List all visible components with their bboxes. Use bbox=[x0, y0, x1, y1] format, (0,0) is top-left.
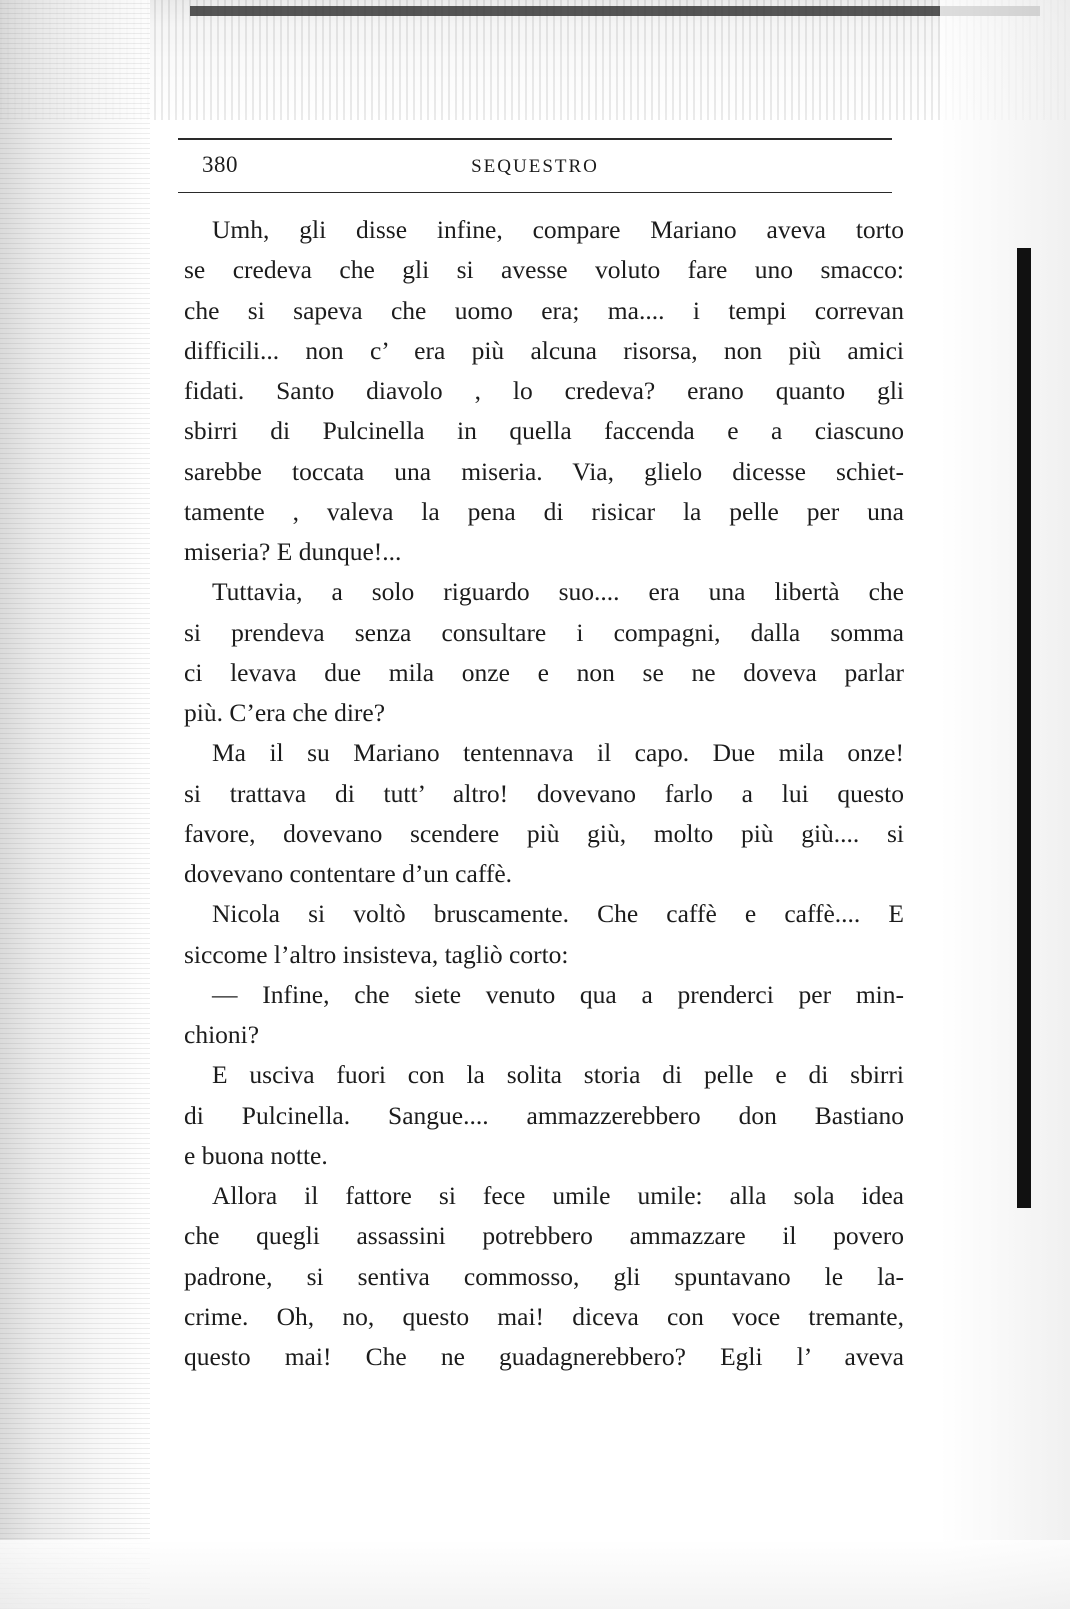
running-title: SEQUESTRO bbox=[471, 156, 599, 177]
text-line: padrone, si sentiva commosso, gli spuntavano le la- bbox=[184, 1261, 904, 1291]
text-line: Tuttavia, a solo riguardo suo.... era una libertà che bbox=[212, 577, 904, 607]
text-line: più. C’era che dire? bbox=[184, 698, 386, 727]
text-line: E usciva fuori con la solita storia di pelle e di sbirri bbox=[212, 1060, 904, 1090]
text-line: si prendeva senza consultare i compagni, dalla somma bbox=[184, 617, 904, 647]
text-line: sarebbe toccata una miseria. Via, glielo dicesse schiet- bbox=[184, 456, 904, 486]
text-line: crime. Oh, no, questo mai! diceva con voce tremante, bbox=[184, 1301, 904, 1331]
page-header bbox=[178, 138, 892, 193]
scan-shadow-top bbox=[0, 0, 1070, 120]
text-line: siccome l’altro insisteva, tagliò corto: bbox=[184, 939, 569, 969]
text-line: ci levava due mila onze e non se ne doveva parlar bbox=[184, 657, 904, 687]
text-line: Umh, gli disse infine, compare Mariano aveva torto bbox=[212, 215, 904, 244]
text-line: che si sapeva che uomo era; ma.... i tempi correvan bbox=[184, 295, 904, 325]
text-line: difficili... non c’ era più alcuna risorsa, non più amici bbox=[184, 335, 904, 365]
text-line: fidati. Santo diavolo , lo credeva? erano quanto gli bbox=[184, 376, 904, 405]
scan-shadow-left bbox=[0, 0, 150, 1609]
text-line: che quegli assassini potrebbero ammazzare il povero bbox=[184, 1221, 904, 1251]
text-line: sbirri di Pulcinella in quella faccenda e a ciascuno bbox=[184, 416, 904, 446]
text-line: questo mai! Che ne guadagnerebbero? Egli l’ aveva bbox=[184, 1342, 904, 1371]
body-text bbox=[184, 210, 904, 1377]
scan-shadow-right bbox=[940, 0, 1070, 1609]
text-line: Nicola si voltò bruscamente. Che caffè e caffè.... E bbox=[212, 899, 904, 929]
page-number: 380 bbox=[202, 152, 238, 177]
text-line: tamente , valeva la pena di risicar la pelle per una bbox=[184, 496, 904, 526]
text-line: chioni? bbox=[184, 1020, 260, 1049]
scan-binding-edge-top bbox=[190, 6, 1040, 16]
scan-page-edge-right bbox=[1017, 248, 1031, 1208]
text-line: dovevano contentare d’un caffè. bbox=[184, 859, 513, 888]
text-line: si trattava di tutt’ altro! dovevano farlo a lui questo bbox=[184, 778, 904, 808]
text-line: Allora il fattore si fece umile umile: alla sola idea bbox=[212, 1181, 904, 1210]
text-line: favore, dovevano scendere più giù, molto più giù.... si bbox=[184, 818, 904, 848]
text-line: miseria? E dunque!... bbox=[184, 537, 402, 566]
text-line: di Pulcinella. Sangue.... ammazzerebbero don Bastiano bbox=[184, 1100, 904, 1130]
text-line: — Infine, che siete venuto qua a prenderci per min- bbox=[212, 979, 904, 1009]
text-line: se credeva che gli si avesse voluto fare uno smacco: bbox=[184, 255, 904, 285]
text-line: Ma il su Mariano tentennava il capo. Due mila onze! bbox=[212, 738, 904, 768]
text-line: e buona notte. bbox=[184, 1140, 328, 1170]
scan-shadow-bottom bbox=[0, 1540, 1070, 1609]
